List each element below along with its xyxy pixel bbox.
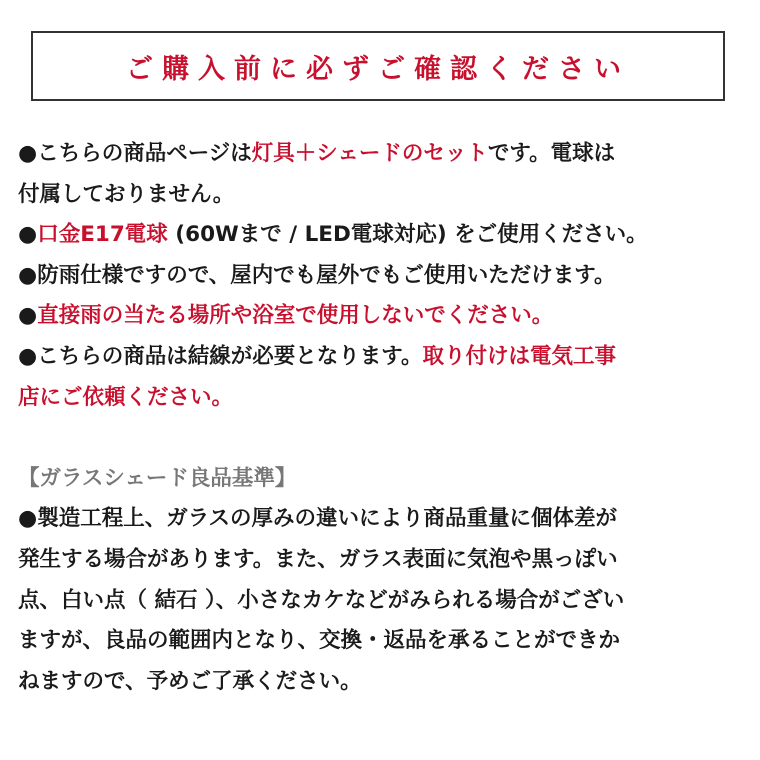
glass-line-4	[18, 621, 748, 662]
note-4	[18, 296, 748, 337]
note-2	[18, 215, 748, 256]
note-1-line-1	[18, 134, 748, 175]
note-1-post: です。電球は	[487, 141, 616, 166]
note-2-highlight: 口金E17電球	[37, 222, 168, 248]
note-2-post: (60Wまで / LED電球対応) をご使用ください。	[167, 222, 648, 248]
bullet-icon: ●	[18, 222, 38, 248]
note-1-line-2	[18, 175, 748, 216]
glass-line-2-text: 発生する場合があります。また、ガラス表面に気泡や黒っぽい	[18, 546, 618, 572]
note-3-text: 防雨仕様ですので、屋内でも屋外でもご使用いただけます。	[37, 262, 616, 288]
note-1-pre: こちらの商品ページは	[37, 141, 252, 166]
bullet-icon: ●	[18, 303, 38, 329]
glass-line-4-text: ますが、良品の範囲内となり、交換・返品を承ることができか	[18, 628, 621, 654]
glass-heading	[18, 459, 748, 500]
glass-line-5	[18, 662, 748, 703]
glass-line-5-text: ねますので、予めご了承ください。	[18, 668, 362, 694]
glass-line-3-text: 点、白い点（ 結石 ）、小さなカケなどがみられる場合がござい	[18, 587, 625, 613]
glass-line-3	[18, 581, 748, 622]
bullet-icon: ●	[18, 343, 38, 369]
bullet-icon: ●	[18, 141, 38, 166]
glass-line-2	[18, 540, 748, 581]
note-3	[18, 256, 748, 297]
glass-line-1-text: 製造工程上、ガラスの厚みの違いにより商品重量に個体差が	[37, 506, 618, 532]
section-spacer	[18, 418, 748, 459]
header-title: ご購入前に必ずご確認ください	[126, 53, 630, 85]
note-5-line-2-highlight: 店にご依頼ください。	[18, 384, 234, 410]
bullet-icon: ●	[18, 262, 38, 288]
note-5-line-2	[18, 378, 748, 419]
note-4-highlight: 直接雨の当たる場所や浴室で使用しないでください。	[37, 303, 554, 329]
note-1-line-2-text: 付属しておりません。	[18, 181, 235, 207]
note-5-line-1	[18, 337, 748, 378]
notes-section	[18, 134, 748, 702]
glass-heading-text: 【ガラスシェード良品基準】	[18, 465, 297, 491]
note-5-highlight: 取り付けは電気工事	[422, 343, 617, 369]
header-box	[31, 31, 725, 101]
note-5-pre: こちらの商品は結線が必要となります。	[37, 343, 423, 369]
glass-line-1	[18, 499, 748, 540]
bullet-icon: ●	[18, 506, 38, 532]
note-1-highlight: 灯具＋シェードのセット	[251, 141, 488, 166]
